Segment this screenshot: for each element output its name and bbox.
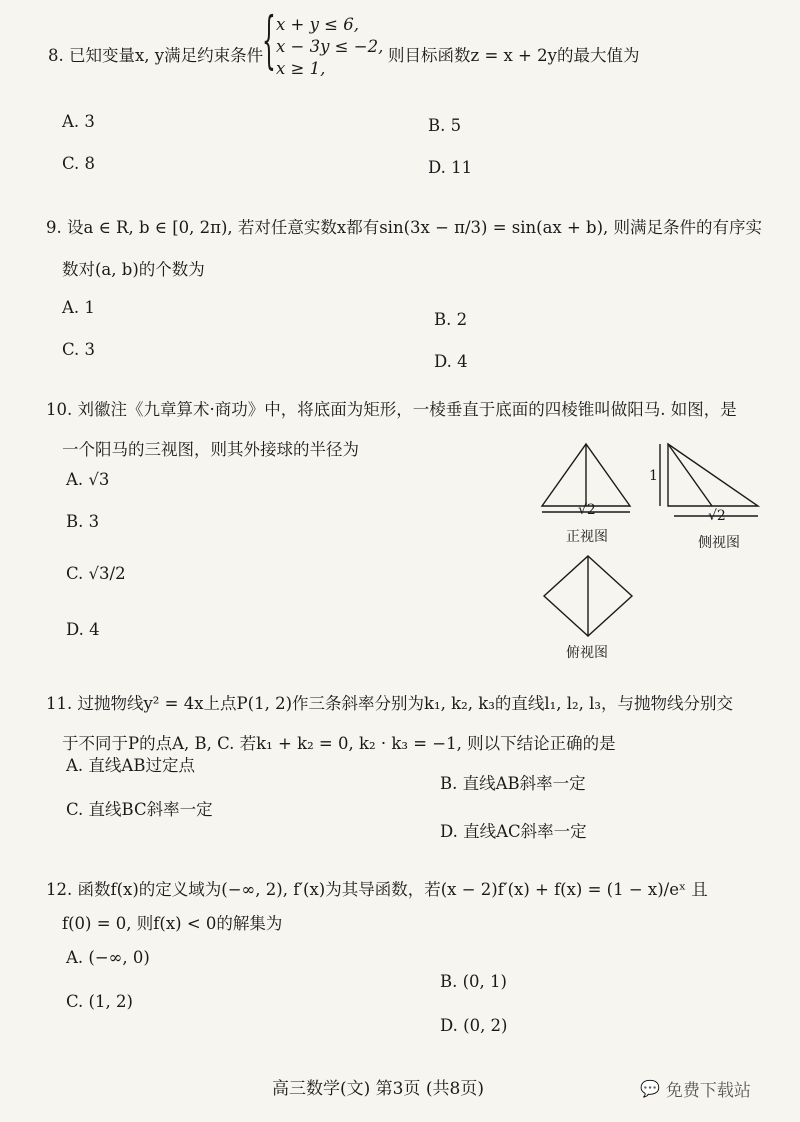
- q10-stem-line2: 一个阳马的三视图，则其外接球的半径为: [62, 440, 359, 459]
- q9-option-d: D. 4: [434, 352, 468, 371]
- q8-option-b: B. 5: [428, 116, 462, 135]
- q8-constraint-3: x ≥ 1,: [276, 59, 326, 78]
- q10-stem-line1: 10. 刘徽注《九章算术·商功》中，将底面为矩形，一棱垂直于底面的四棱锥叫做阳马. 如图，是: [46, 400, 737, 419]
- side-view-caption: 侧视图: [698, 535, 740, 551]
- q11-stem-line2: 于不同于P的点A, B, C. 若k₁ + k₂ = 0, k₂ · k₃ = −1, 则以下结论正确的是: [62, 734, 616, 753]
- front-view-dim-label: √2: [578, 502, 596, 518]
- q12-option-d: D. (0, 2): [440, 1016, 508, 1035]
- q8-stem-after: 则目标函数z = x + 2y的最大值为: [388, 46, 640, 65]
- q9-option-c: C. 3: [62, 340, 96, 359]
- q12-option-c: C. (1, 2): [66, 992, 133, 1011]
- q9-stem-line1: 9. 设a ∈ R, b ∈ [0, 2π), 若对任意实数x都有sin(3x − π/3) = sin(ax + b), 则满足条件的有序实: [46, 218, 763, 237]
- q8-option-a: A. 3: [62, 112, 95, 131]
- q9-option-a: A. 1: [62, 298, 95, 317]
- q9-option-b: B. 2: [434, 310, 468, 329]
- q8-constraint-1: x + y ≤ 6,: [276, 15, 359, 34]
- q8-constraints: [276, 14, 383, 80]
- q10-option-a: A. √3: [66, 470, 110, 489]
- side-view-inner-line: [668, 444, 712, 506]
- q9-stem-line2: 数对(a, b)的个数为: [62, 260, 205, 279]
- top-view-caption: 俯视图: [566, 645, 608, 661]
- page-footer: 高三数学(文) 第3页 (共8页): [272, 1079, 484, 1099]
- q10-option-b: B. 3: [66, 512, 100, 531]
- q11-stem-line1: 11. 过抛物线y² = 4x上点P(1, 2)作三条斜率分别为k₁, k₂, k₃的直线l₁, l₂, l₃，与抛物线分别交: [46, 694, 733, 713]
- q8-brace: {: [262, 3, 276, 76]
- q8-stem-before: 8. 已知变量x, y满足约束条件: [48, 46, 264, 65]
- watermark-text: 免费下载站: [665, 1081, 751, 1101]
- front-view-caption: 正视图: [566, 529, 608, 545]
- q10-option-c: C. √3/2: [66, 564, 126, 583]
- q10-option-d: D. 4: [66, 620, 100, 639]
- side-view-triangle: [668, 444, 758, 506]
- q8-option-d: D. 11: [428, 158, 473, 177]
- q11-option-d: D. 直线AC斜率一定: [440, 822, 587, 841]
- q12-stem-line2: f(0) = 0, 则f(x) < 0的解集为: [62, 914, 283, 933]
- q8-constraint-2: x − 3y ≤ −2,: [276, 37, 384, 56]
- q11-option-b: B. 直线AB斜率一定: [440, 774, 586, 793]
- q11-option-c: C. 直线BC斜率一定: [66, 800, 213, 819]
- side-view-height-label: 1: [649, 468, 658, 484]
- q11-option-a: A. 直线AB过定点: [66, 756, 195, 775]
- q12-option-a: A. (−∞, 0): [66, 948, 150, 967]
- watermark: [640, 1076, 751, 1101]
- q12-option-b: B. (0, 1): [440, 972, 507, 991]
- q8-option-c: C. 8: [62, 154, 96, 173]
- wechat-icon: 💬: [640, 1079, 660, 1098]
- q12-stem-line1: 12. 函数f(x)的定义域为(−∞, 2), f′(x)为其导函数，若(x − 2)f′(x) + f(x) = (1 − x)/eˣ 且: [46, 880, 708, 899]
- side-view-width-label: √2: [708, 508, 726, 524]
